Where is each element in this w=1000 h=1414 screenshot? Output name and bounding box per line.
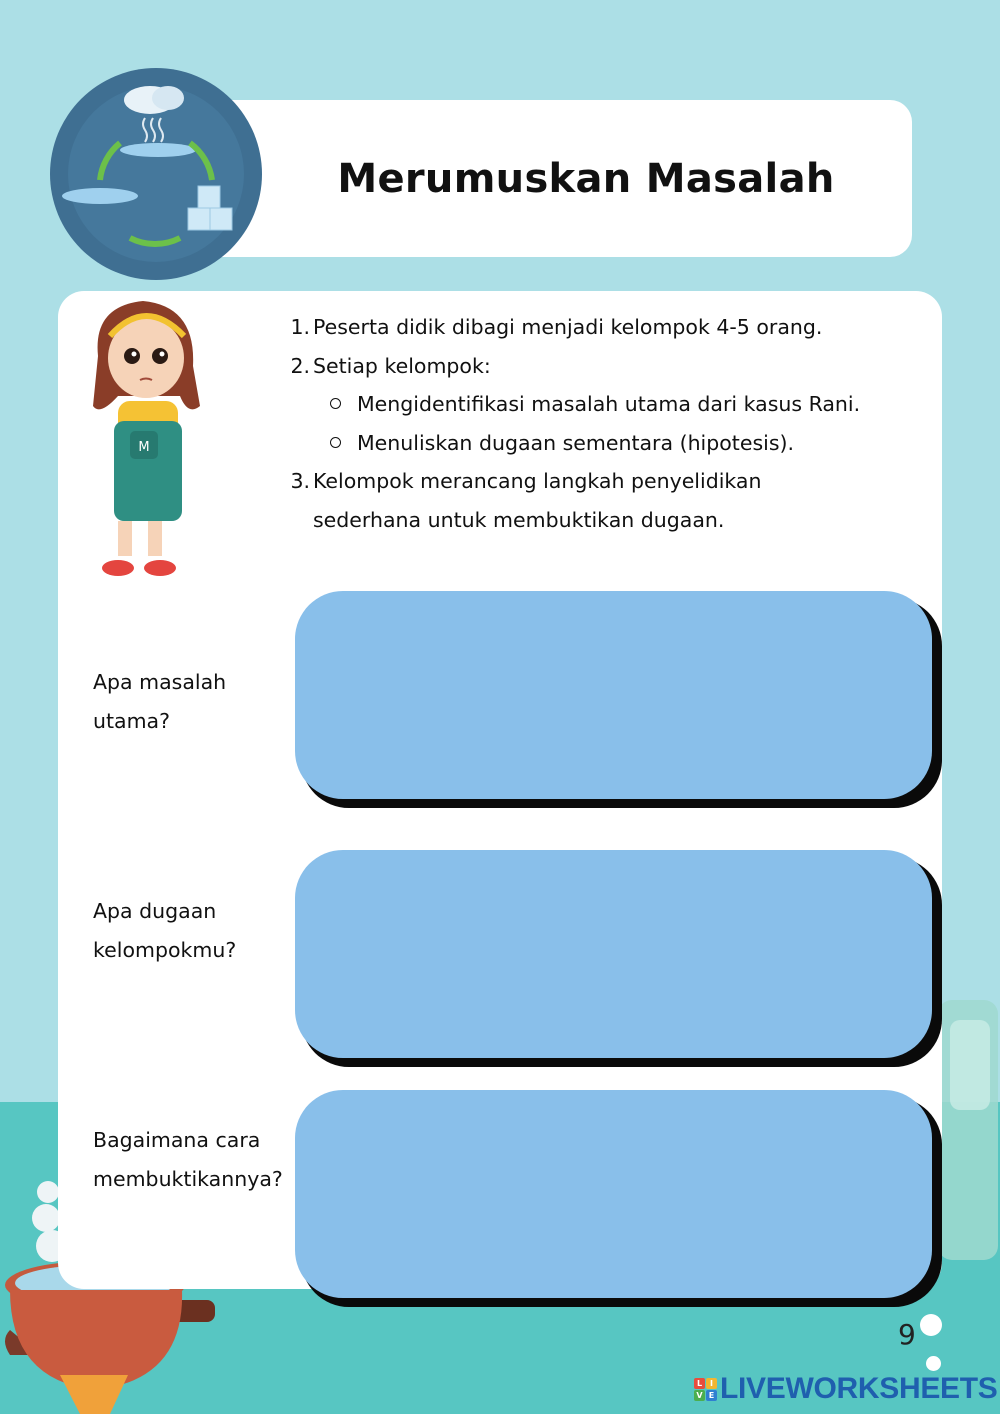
answer-input-cara[interactable] — [295, 1090, 932, 1298]
question-line: Apa masalah — [93, 670, 227, 694]
list-item-text: Setiap kelompok: — [313, 353, 491, 378]
sub-list-item — [286, 424, 906, 463]
list-item-continuation: sederhana untuk membuktikan dugaan. — [313, 507, 725, 532]
water-cycle-logo-icon — [50, 68, 262, 280]
circle-bullet-icon — [330, 437, 341, 448]
bubble-decoration — [926, 1356, 941, 1371]
list-item-text: Kelompok merancang langkah penyelidikan — [313, 469, 762, 493]
question-line: Apa dugaan — [93, 899, 217, 923]
question-label — [93, 892, 303, 969]
answer-input-dugaan[interactable] — [295, 850, 932, 1058]
sub-list-item — [286, 385, 906, 424]
list-number: 3. — [290, 469, 310, 493]
page-number: 9 — [898, 1318, 916, 1351]
list-item — [286, 462, 906, 501]
list-number: 1. — [290, 315, 310, 339]
thinking-girl-illustration — [88, 296, 216, 584]
answer-input-masalah[interactable] — [295, 591, 932, 799]
liveworksheets-logo[interactable] — [694, 1372, 998, 1406]
question-line: kelompokmu? — [93, 937, 237, 962]
sub-list-item-text: Menuliskan dugaan sementara (hipotesis). — [357, 430, 795, 455]
list-item-text: Peserta didik dibagi menjadi kelompok 4-5 orang. — [313, 315, 823, 339]
question-label — [93, 1121, 303, 1198]
page-title: Merumuskan Masalah — [337, 155, 835, 202]
svg-text:M: M — [138, 440, 150, 455]
instruction-list — [286, 308, 906, 539]
question-line: utama? — [93, 708, 171, 733]
circle-bullet-icon — [330, 398, 341, 409]
brand-badge-icon: L I V E — [694, 1378, 717, 1401]
list-number: 2. — [290, 353, 310, 378]
sub-list-item-text: Mengidentifikasi masalah utama dari kasus Rani. — [357, 392, 861, 416]
brand-text: LIVEWORKSHEETS — [720, 1372, 998, 1405]
question-label — [93, 663, 303, 740]
list-item — [286, 308, 906, 347]
question-line: Bagaimana cara — [93, 1128, 261, 1152]
bubble-decoration — [920, 1314, 942, 1336]
list-item — [286, 347, 906, 386]
question-line: membuktikannya? — [93, 1166, 283, 1191]
